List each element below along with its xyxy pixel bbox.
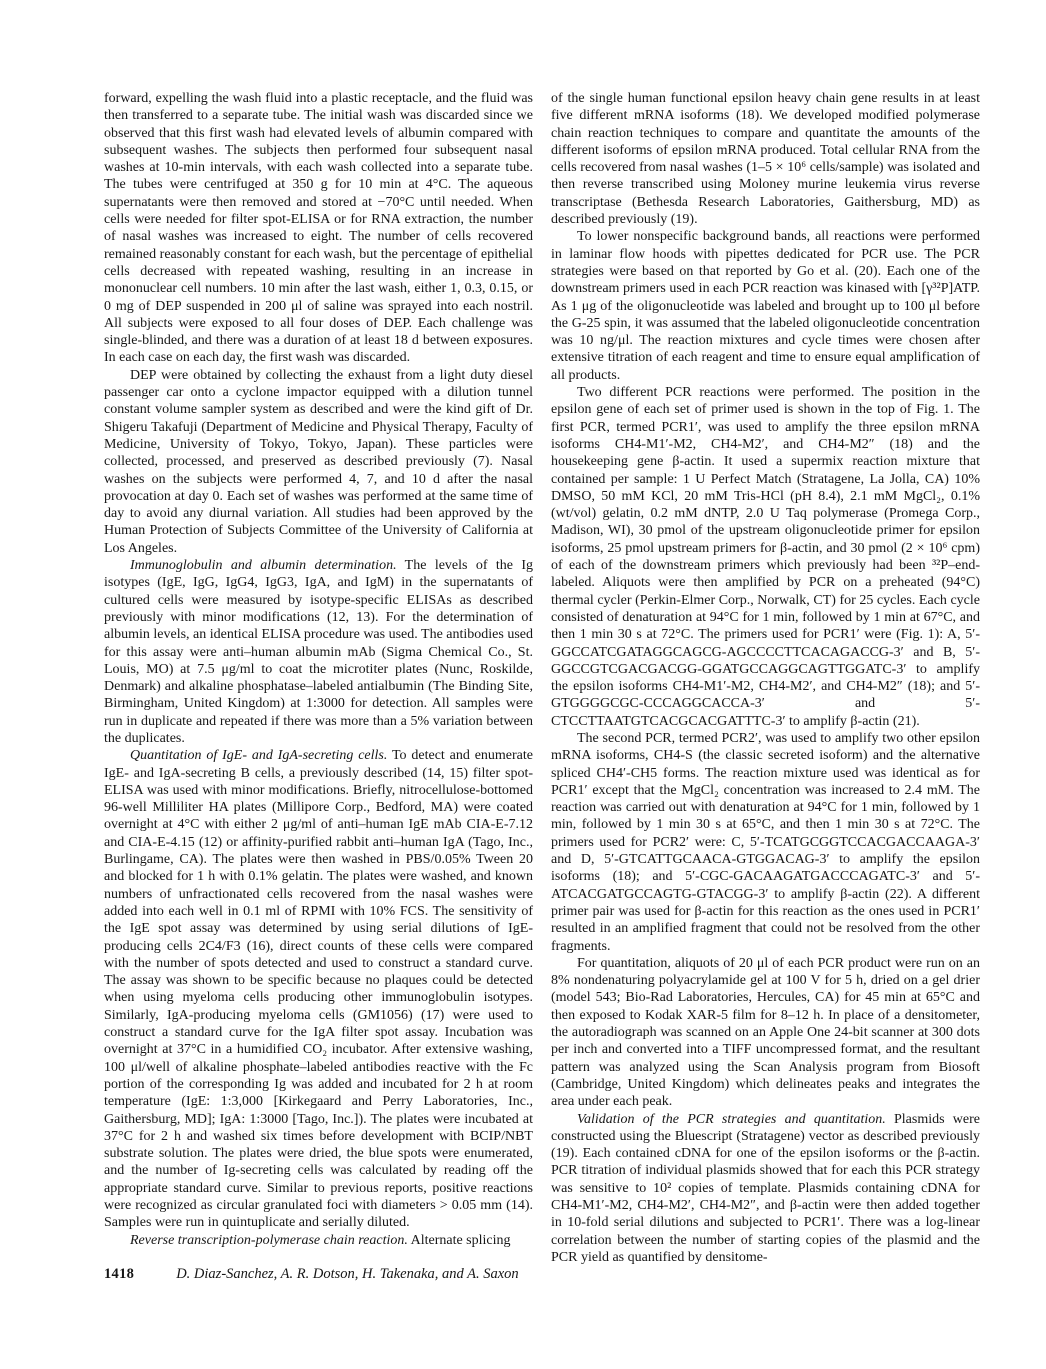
page-number: 1418 [104, 1266, 135, 1282]
page-footer [104, 1266, 519, 1283]
paragraph [104, 367, 533, 557]
paragraph-text: The second PCR, termed PCR2′, was used to amplify two other epsilon mRNA isoforms, CH4-S (the classic secreted isoform) and the alternative spliced CH4′-CH5 forms. The reaction mixture used was identical as for PCR1′ except that the MgCl₂ concentration was increased to 2.4 mM. The reaction was carried out with denaturation at 94°C for 1 min, followed by 1 min, followed by 1 min 30 s at 65°C, and then 1 min 30 s at 72°C. The primers used for PCR2′ were: C, 5′-TCATGCGGTCCACGACCAAGA-3′ and D, 5′-GTCATTGCAACA-GTGGACAG-3′ to amplify the epsilon isoforms (18); and 5′-CGC-GACAAGATGACCCAGATC-3′ and 5′-ATCACGATGCCAGTG-GTACGG-3′ to amplify β-actin (22). A different primer pair was used for β-actin for this reaction as the ones used in PCR1′ resulted in an amplified fragment that could not be resolved from the other fragments. [551, 730, 980, 954]
left-column [104, 90, 533, 1266]
paragraph-text: DEP were obtained by collecting the exhaust from a light duty diesel passenger car onto a cyclone impactor equipped with a dilution tunnel constant volume sampler system as described and were the kind gift of Dr. Shigeru Takafuji (Department of Medicine and Physical Therapy, Faculty of Medicine, University of Tokyo, Tokyo, Japan). These particles were collected, processed, and preserved as described previously (7). Nasal washes on the subjects were performed 4, 7, and 10 d after the nasal provocation at day 0. Each set of washes was performed at the same time of day to avoid any diurnal variation. All studies had been approved by the Human Protection of Subjects Committee of the University of California at Los Angeles. [104, 367, 533, 556]
paragraph [551, 955, 980, 1111]
paragraph-text: forward, expelling the wash fluid into a plastic receptacle, and the fluid was then transferred to a separate tube. The initial wash was discarded since we observed that this first wash had elevated levels of albumin compared with subsequent washes. The subjects then performed four subsequent nasal washes at 10-min intervals, with each wash collected into a separate tube. The tubes were centrifuged at 350 g for 10 min at 4°C. The aqueous supernatants were then removed and stored at −70°C until needed. When cells were needed for filter spot-ELISA or for RNA extraction, the number of nasal washes was increased to eight. The number of cells recovered remained reasonably constant for each wash, but the percentage of epithelial cells decreased with repeated washing, resulting in an increase in mononuclear cell numbers. 10 min after the last wash, either 1, 0.3, 0.15, or 0 mg of DEP suspended in 200 μl of saline was sprayed into each nostril. All subjects were exposed to all four doses of DEP. Each challenge was single-blinded, and there was a duration of at least 18 d between exposures. In each case on each day, the first wash was discarded. [104, 91, 533, 366]
running-authors: D. Diaz-Sanchez, A. R. Dotson, H. Takenaka, and A. Saxon [176, 1266, 519, 1282]
paragraph-text: Plasmids were constructed using the Bluescript (Stratagene) vector as described previously (19). Each contained cDNA for one of the epsilon isoforms or the β-actin. PCR titration of individual plasmids showed that for each this PCR strategy was sensitive to 10² copies of template. Plasmids containing cDNA for CH4-M1′-M2, CH4-M2′, CH4-M2″, and β-actin were then added together in 10-fold serial dilutions and subjected to PCR1′. There was a log-linear correlation between the number of starting copies of the plasmid and the PCR yield as quantified by densitome- [551, 1111, 980, 1265]
paragraph [104, 1232, 533, 1249]
paragraph-text: of the single human functional epsilon heavy chain gene results in at least five different mRNA isoforms (18). We developed modified polymerase chain reaction techniques to compare and quantitate the amounts of the different isoforms of epsilon mRNA produced. Total cellular RNA from the cells recovered from nasal washes (1–5 × 10⁶ cells/sample) was isolated and then reverse transcribed using Moloney murine leukemia virus reverse transcriptase (Bethesda Research Laboratories, Gaithersburg, MD) as described previously (19). [551, 91, 980, 228]
paragraph-text: The levels of the Ig isotypes (IgE, IgG, IgG4, IgG3, IgA, and IgM) in the supernatants of cultured cells were measured by isotype-specific ELISAs as described previously with minor modifications (12, 13). For the determination of albumin levels, an identical ELISA procedure was used. The antibodies used for this assay were anti–human albumin mAb (Sigma Chemical Co., St. Louis, MO) at 7.5 μg/ml to coat the microtiter plates (Nunc, Roskilde, Denmark) and alkaline phosphatase–labeled antialbumin (The Binding Site, Birmingham, United Kingdom) at 1:3000 for detection. All samples were run in duplicate and repeated if there was more than a 5% variation between the duplicates. [104, 558, 533, 746]
paragraph [104, 747, 533, 1231]
paragraph [104, 90, 533, 367]
section-run-in-heading: Validation of the PCR strategies and quantitation. [577, 1111, 886, 1127]
paragraph [551, 730, 980, 955]
paragraph [551, 1111, 980, 1267]
paragraph-text: For quantitation, aliquots of 20 μl of each PCR product were run on an 8% nondenaturing polyacrylamide gel at 100 V for 5 h, dried on a gel drier (model 543; Bio-Rad Laboratories, Hercules, CA) for 45 min at 65°C and then exposed to Kodak XAR-5 film for 8–12 h. In place of a densitometer, the autoradiograph was scanned on an Apple One 24-bit scanner at 300 dots per inch and converted into a TIFF uncompressed format, and the resultant pattern was analyzed using the Scan Analysis program from Biosoft (Cambridge, United Kingdom) which delineates peaks and integrates the area under each peak. [551, 955, 980, 1110]
right-column [551, 90, 980, 1266]
paragraph [104, 557, 533, 747]
section-run-in-heading: Reverse transcription-polymerase chain reaction. [130, 1232, 408, 1248]
paragraph [551, 228, 980, 384]
paragraph-text: Alternate splicing [407, 1232, 511, 1248]
paragraph-text: To lower nonspecific background bands, all reactions were performed in laminar flow hoods with pipettes dedicated for PCR use. The PCR strategies were based on that reported by Go et al. (20). Each one of the downstream primers used in each PCR reaction was kinased with [γ³²P]ATP. As 1 μg of the oligonucleotide was labeled and brought up to 100 μl before the G-25 spin, it was assumed that the labeled oligonucleotide concentration was 10 ng/μl. The reaction mixtures and cycle times were chosen after extensive titration of each reagent and time to ensure equal amplification of all products. [551, 229, 980, 383]
paragraph [551, 90, 980, 228]
paragraph-text: To detect and enumerate IgE- and IgA-secreting B cells, a previously described (14, 15) filter spot-ELISA was used with minor modifications. Briefly, nitrocellulose-bottomed 96-well Milliliter HA plates (Millipore Corp., Bedford, MA) were coated overnight at 4°C with either 2 μg/ml of anti–human IgE mAb CIA-E-7.12 and CIA-E-4.15 (12) or affinity-purified rabbit anti–human IgA (Tago, Inc., Burlingame, CA). The plates were then washed in PBS/0.05% Tween 20 and blocked for 1 h with 0.1% gelatin. The plates were washed, and known numbers of unfractionated cells recovered from the nasal washes were added into each well in 0.1 ml of RPMI with 10% FCS. The sensitivity of the IgE spot assay was determined by using serial dilutions of IgE-producing cells 2C4/F3 (16), direct counts of these cells were compared with the number of spots detected and used to construct a standard curve. The assay was shown to be specific because no plaques could be detected when using myeloma cells producing other immunoglobulin isotypes. Similarly, IgA-producing myeloma cells (GM1056) (17) were used to construct a standard curve for the IgA filter spot assay. Incubation was overnight at 37°C in a humidified CO₂ incubator. After extensive washing, 100 μl/well of alkaline phosphate–labeled antibodies reactive with the Fc portion of the corresponding Ig was added and incubated for 2 h at room temperature (IgE: 1:3,000 [Kirkegaard and Perry Laboratories, Inc., Gaithersburg, MD]; IgA: 1:3000 [Tago, Inc.]). The plates were incubated at 37°C for 2 h and washed six times before development with BCIP/NBT substrate solution. The plates were dried, the blue spots were enumerated, and the number of Ig-secreting cells was calculated by reading off the appropriate standard curve. Similar to previous reports, positive reactions were recognized as circular granulated foci with diameters > 0.05 mm (14). Samples were run in quintuplicate and serially diluted. [104, 748, 533, 1231]
section-run-in-heading: Quantitation of IgE- and IgA-secreting cells. [130, 748, 388, 764]
paragraph-text: Two different PCR reactions were performed. The position in the epsilon gene of each set of primer used is shown in the top of Fig. 1. The first PCR, termed PCR1′, was used to amplify the three epsilon mRNA isoforms CH4-M1′-M2, CH4-M2′, and CH4-M2″ (18) and the housekeeping gene β-actin. It used a supermix reaction mixture that contained per sample: 1 U Perfect Match (Stratagene, La Jolla, CA) 10% DMSO, 50 mM KCl, 20 mM Tris-HCl (pH 8.4), 2.1 mM MgCl₂, 0.1% (wt/vol) gelatin, 0.2 mM dNTP, 2.0 U Taq polymerase (Promega Corp., Madison, WI), 30 pmol of the upstream oligonucleotide primer for epsilon isoforms, 25 pmol upstream primers for β-actin, and 30 pmol (2 × 10⁶ cpm) of each of the downstream primers which previously had been ³²P–end-labeled. Aliquots were then amplified by PCR on a preheated (94°C) thermal cycler (Perkin-Elmer Corp., Norwalk, CT) for 25 cycles. Each cycle consisted of denaturation at 94°C for 1 min, followed by 1 min at 67°C, and then 1 min 30 s at 72°C. The primers used for PCR1′ were (Fig. 1): A, 5′-GGCCATCGATAGGCAGCG-AGCCCCTTCACAGACCG-3′ and B, 5′-GGCCGTCGACGACGG-GGATGCCAGGCAGTTGGATC-3′ to amplify the epsilon isoforms CH4-M1′-M2, CH4-M2′, and CH4-M2″ (18); and 5′-GTGGGGCGC-CCCAGGCACCA-3′ and 5′-CTCCTTAATGTCACGCACGATTTC-3′ to amplify β-actin (21). [551, 385, 980, 729]
text-columns [104, 90, 980, 1266]
paragraph [551, 384, 980, 730]
section-run-in-heading: Immunoglobulin and albumin determination. [130, 558, 397, 574]
